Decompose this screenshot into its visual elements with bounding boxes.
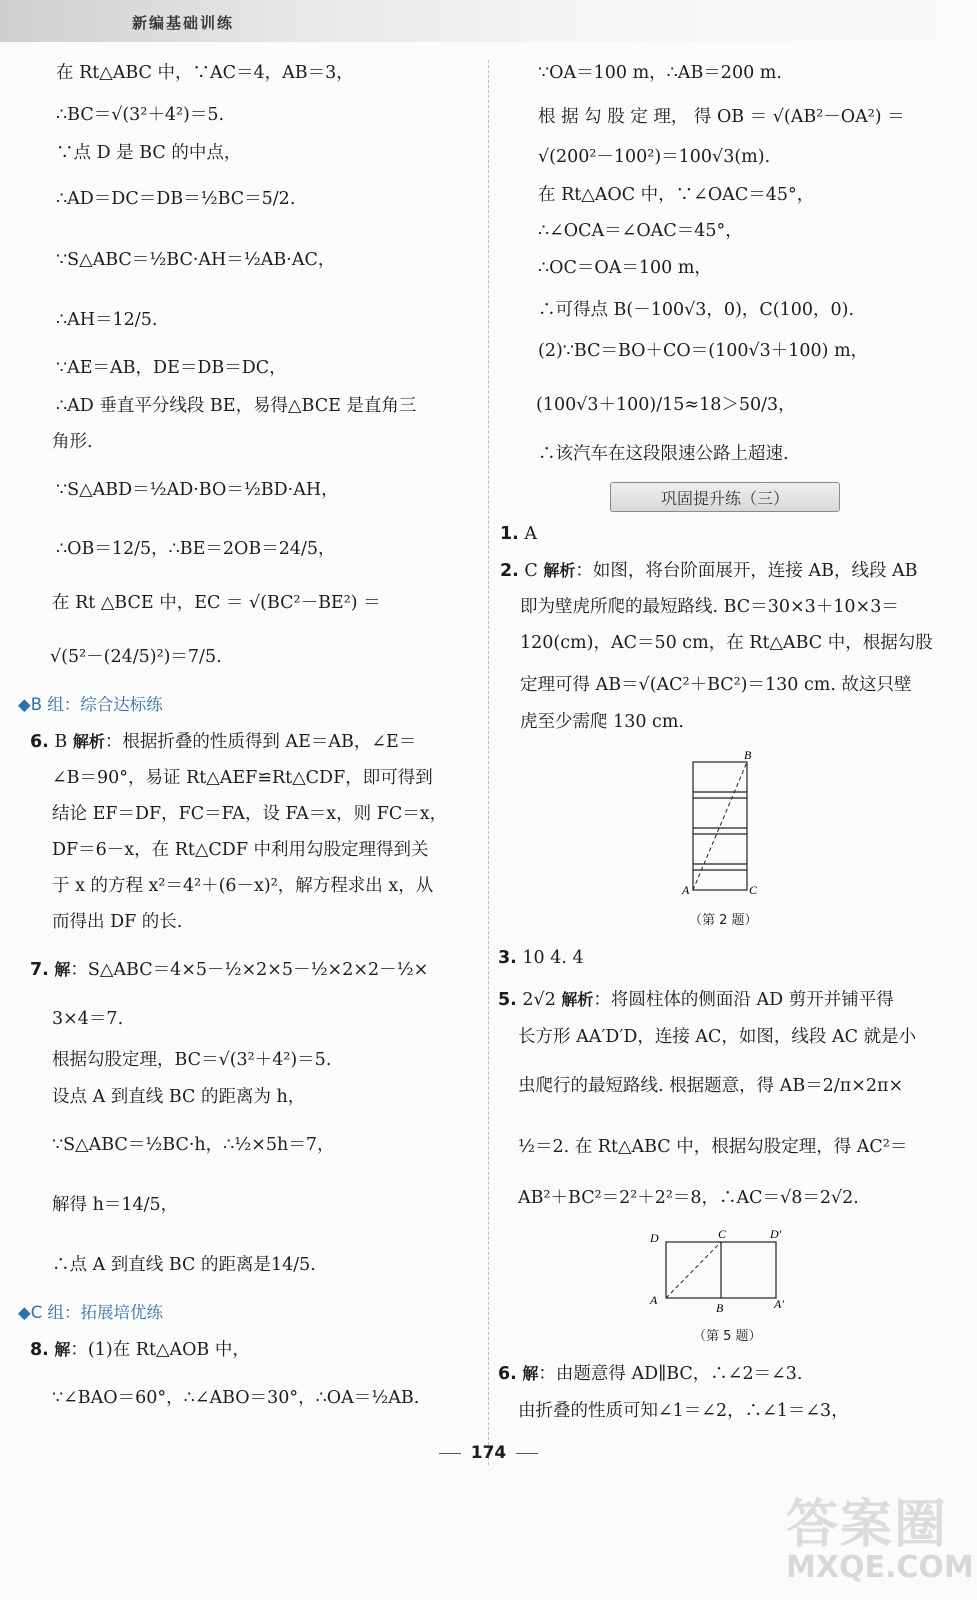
right_column-line [518, 1187, 859, 1209]
watermark [786, 1480, 974, 1592]
right_column-line [520, 711, 684, 733]
page-number-dash [516, 1453, 538, 1454]
left_column-line [56, 395, 416, 417]
right_column-line [538, 257, 712, 279]
answer-choice: B [54, 732, 68, 752]
left_column-line [52, 431, 93, 453]
figure-5-label: C [718, 1227, 727, 1241]
left_column-text: ◆C 组：拓展培优练 [18, 1303, 163, 1322]
right_column-line [498, 947, 584, 969]
right_column-line [538, 184, 814, 206]
analysis-label: 解 [54, 1340, 71, 1359]
right_column-line [518, 1026, 916, 1048]
left_column-line [50, 646, 222, 668]
left_column-text: 于 x 的方程 x²＝4²＋(6－x)²，解方程求出 x，从 [52, 876, 434, 896]
left_column-line [56, 188, 295, 210]
left_column-line [52, 592, 381, 614]
left_column-line [52, 1194, 178, 1216]
left_column-text: S△ABC＝4×5－½×2×5－½×2×2－½× [87, 960, 429, 980]
left_column-text: ∴AD 垂直平分线段 BE，易得△BCE 是直角三 [56, 396, 417, 416]
left_column-text: ∵∠BAO＝60°，∴∠ABO＝30°，∴OA＝½AB. [52, 1388, 420, 1408]
question-number: 3. [498, 948, 517, 968]
left_column-line [52, 1086, 305, 1108]
figure-5-label: A [650, 1293, 658, 1307]
right_column-line [538, 146, 770, 168]
figure-5-caption: （第 5 题） [693, 1329, 762, 1344]
question-number: 6. [30, 732, 49, 752]
left_column-text: ∴BC＝√(3²＋4²)＝5. [56, 105, 225, 125]
left_column-text: ∵S△ABC＝½BC·h，∴½×5h＝7， [52, 1135, 335, 1155]
section-banner-label: 巩固提升练（三） [660, 489, 789, 508]
left_column-line [56, 479, 339, 501]
question-number: 6. [498, 1364, 517, 1384]
right_column-text: ∴该汽车在这段限速公路上超速. [538, 444, 789, 464]
right_column-text: (2)∵BC＝BO＋CO＝(100√3＋100) m， [538, 341, 869, 361]
right_column-line [520, 596, 899, 618]
question-number: 5. [498, 990, 517, 1010]
right_column-line [538, 299, 854, 321]
figure-2-label: C [749, 883, 758, 896]
figure-5-label: D′ [770, 1227, 782, 1241]
left_column-line [52, 911, 182, 933]
right_column-text: 定理可得 AB＝√(AC²＋BC²)＝130 cm. 故这只壁 [520, 675, 912, 695]
left_column-line [56, 357, 287, 379]
left_column-text: ∵S△ABD＝½AD·BO＝½BD·AH， [56, 480, 339, 500]
left_column-line: 8. 解：(1)在 Rt△AOB 中， [30, 1340, 250, 1360]
figure-2-label: A [682, 883, 690, 896]
left_column-text: 在 Rt△ABC 中，∵AC＝4，AB＝3， [56, 63, 354, 83]
right_column-text: 120(cm)，AC＝50 cm，在 Rt△ABC 中，根据勾股 [520, 633, 933, 653]
answer-choice: 2√2 [522, 990, 556, 1010]
header-bar [0, 0, 977, 42]
analysis-label: 解析 [543, 561, 576, 580]
figure-5-label: B [716, 1301, 724, 1315]
left_column-text: 结论 EF＝DF，FC＝FA，设 FA＝x，则 FC＝x， [52, 804, 448, 824]
right_column-line: 6. 解：由题意得 AD∥BC，∴∠2＝∠3. [498, 1364, 803, 1384]
right_column-line [538, 106, 905, 128]
right_column-line: 2. C 解析：如图，将台阶面展开，连接 AB，线段 AB [500, 561, 918, 581]
left_column-line [52, 1254, 316, 1276]
right_column-text: ∴可得点 B(－100√3，0)，C(100，0). [538, 300, 855, 320]
right_column-line [500, 523, 537, 545]
question-number: 2. [500, 561, 519, 581]
right_column-text: 由题意得 AD∥BC，∴∠2＝∠3. [555, 1364, 803, 1384]
section-banner [610, 482, 840, 512]
left_column-line [52, 767, 433, 789]
left_column-text: (1)在 Rt△AOB 中， [87, 1340, 250, 1360]
right_column-text: 将圆柱体的侧面沿 AD 剪开并铺平得 [610, 990, 894, 1010]
left_column-text: √(5²－(24/5)²)＝7/5. [50, 647, 222, 667]
right_column-line [518, 1075, 903, 1097]
right_column-text: 即为壁虎所爬的最短路线. BC＝30×3＋10×3＝ [520, 597, 899, 617]
left_column-line [18, 1302, 163, 1324]
left_column-line: 6. B 解析：根据折叠的性质得到 AE＝AB，∠E＝ [30, 732, 417, 752]
question-number: 8. [30, 1340, 49, 1360]
right_column-line: 5. 2√2 解析：将圆柱体的侧面沿 AD 剪开并铺平得 [498, 990, 894, 1010]
right_column-text: ½＝2. 在 Rt△ABC 中，根据勾股定理，得 AC²＝ [518, 1137, 908, 1157]
left_column-text: ∵AE＝AB，DE＝DB＝DC， [56, 358, 287, 378]
page-number-dash [439, 1453, 461, 1454]
right_column-text: 长方形 AA′D′D，连接 AC，如图，线段 AC 就是小 [518, 1027, 917, 1047]
analysis-label: 解 [522, 1364, 539, 1383]
left_column-line [52, 1387, 419, 1409]
left_column-text: 解得 h＝14/5， [52, 1195, 179, 1215]
question-number: 7. [30, 960, 49, 980]
right_column-line [536, 394, 796, 416]
figure-5-diagram [646, 1226, 796, 1316]
right_column-text: √(200²－100²)＝100√3(m). [538, 147, 771, 167]
left_column-line [52, 803, 447, 825]
analysis-label: 解 [54, 960, 71, 979]
right_column-text: 如图，将台阶面展开，连接 AB，线段 AB [592, 561, 918, 581]
left_column-text: ∠B＝90°，易证 Rt△AEF≌Rt△CDF，即可得到 [52, 768, 433, 788]
right_column-line [538, 62, 782, 84]
left_column-text: 3×4＝7. [52, 1009, 124, 1029]
analysis-label: 解析 [561, 990, 594, 1009]
right_column-line [538, 340, 868, 362]
left_column-text: ∴点 A 到直线 BC 的距离是14/5. [52, 1255, 316, 1275]
figure-5-label: D [650, 1231, 659, 1245]
question-number: 1. [500, 524, 519, 544]
left_column-text: 设点 A 到直线 BC 的距离为 h， [52, 1087, 306, 1107]
left_column-line [56, 309, 157, 331]
left_column-text: ∵点 D 是 BC 的中点， [56, 143, 242, 163]
right_column-line [520, 674, 912, 696]
left_column-text: ∴AH＝12/5. [56, 310, 158, 330]
answer-choice: C [524, 561, 538, 581]
left_column-line [52, 1134, 334, 1156]
left_column-text: 角形. [52, 432, 93, 452]
left_column-line [52, 875, 433, 897]
left_column-text: DF＝6－x，在 Rt△CDF 中利用勾股定理得到关 [52, 840, 429, 860]
left_column-line [56, 538, 336, 560]
page-number [0, 1443, 977, 1463]
figure-2-diagram [680, 748, 760, 896]
right_column-text: A [524, 524, 538, 544]
left_column-line: 7. 解：S△ABC＝4×5－½×2×5－½×2×2－½× [30, 960, 429, 980]
left_column-text: ∴OB＝12/5，∴BE＝2OB＝24/5， [56, 539, 336, 559]
right_column-text: 虎至少需爬 130 cm. [520, 712, 684, 732]
header-title: 新编基础训练 [132, 14, 235, 32]
column-divider [488, 60, 489, 1465]
right_column-line [538, 220, 743, 242]
watermark-logo-text: 答案圈 [786, 1495, 949, 1555]
left_column-text: 在 Rt △BCE 中，EC ＝ √(BC²－BE²) ＝ [52, 593, 381, 613]
left_column-text: ∴AD＝DC＝DB＝½BC＝5/2. [56, 189, 296, 209]
left_column-line [52, 1049, 331, 1071]
left_column-text: ∵S△ABC＝½BC·AH＝½AB·AC， [56, 250, 336, 270]
right_column-line [538, 443, 789, 465]
right_column-text: 由折叠的性质可知∠1＝∠2，∴∠1＝∠3， [518, 1401, 849, 1421]
figure-2-label: B [744, 748, 752, 762]
left_column-text: 根据勾股定理，BC＝√(3²＋4²)＝5. [52, 1050, 332, 1070]
right_column-text: ∴OC＝OA＝100 m， [538, 258, 712, 278]
right_column-text: ∵OA＝100 m，∴AB＝200 m. [538, 63, 782, 83]
right_column-line [518, 1136, 907, 1158]
analysis-label: 解析 [72, 732, 105, 751]
left_column-text: ◆B 组：综合达标练 [18, 695, 163, 714]
right_column-text: ∴∠OCA＝∠OAC＝45°， [538, 221, 743, 241]
figure-2-caption: （第 2 题） [689, 913, 758, 928]
right_column-text: 虫爬行的最短路线. 根据题意，得 AB＝2/π×2π× [518, 1076, 904, 1096]
left_column-line [56, 62, 354, 84]
left_column-line [56, 104, 224, 126]
left_column-line [56, 142, 241, 164]
watermark-url: MXQE.COM [786, 1550, 974, 1585]
right_column-line [520, 632, 933, 654]
right_column-text: (100√3＋100)/15≈18＞50/3， [536, 395, 796, 415]
right_column-text: 根 据 勾 股 定 理， 得 OB ＝ √(AB²－OA²) ＝ [538, 107, 905, 127]
left_column-line [18, 694, 163, 716]
right_column-text: AB²＋BC²＝2²＋2²＝8，∴AC＝√8＝2√2. [518, 1188, 859, 1208]
right_column-text: 在 Rt△AOC 中，∵∠OAC＝45°， [538, 185, 815, 205]
left_column-line [56, 249, 335, 271]
right_column-line [518, 1400, 849, 1422]
left_column-text: 根据折叠的性质得到 AE＝AB，∠E＝ [122, 732, 417, 752]
left_column-line [52, 1008, 123, 1030]
left_column-text: 而得出 DF 的长. [52, 912, 183, 932]
left_column-line [52, 839, 429, 861]
page-number-value: 174 [470, 1443, 507, 1463]
right_column-text: 10 4. 4 [522, 948, 584, 968]
figure-5-label: A′ [774, 1297, 784, 1311]
